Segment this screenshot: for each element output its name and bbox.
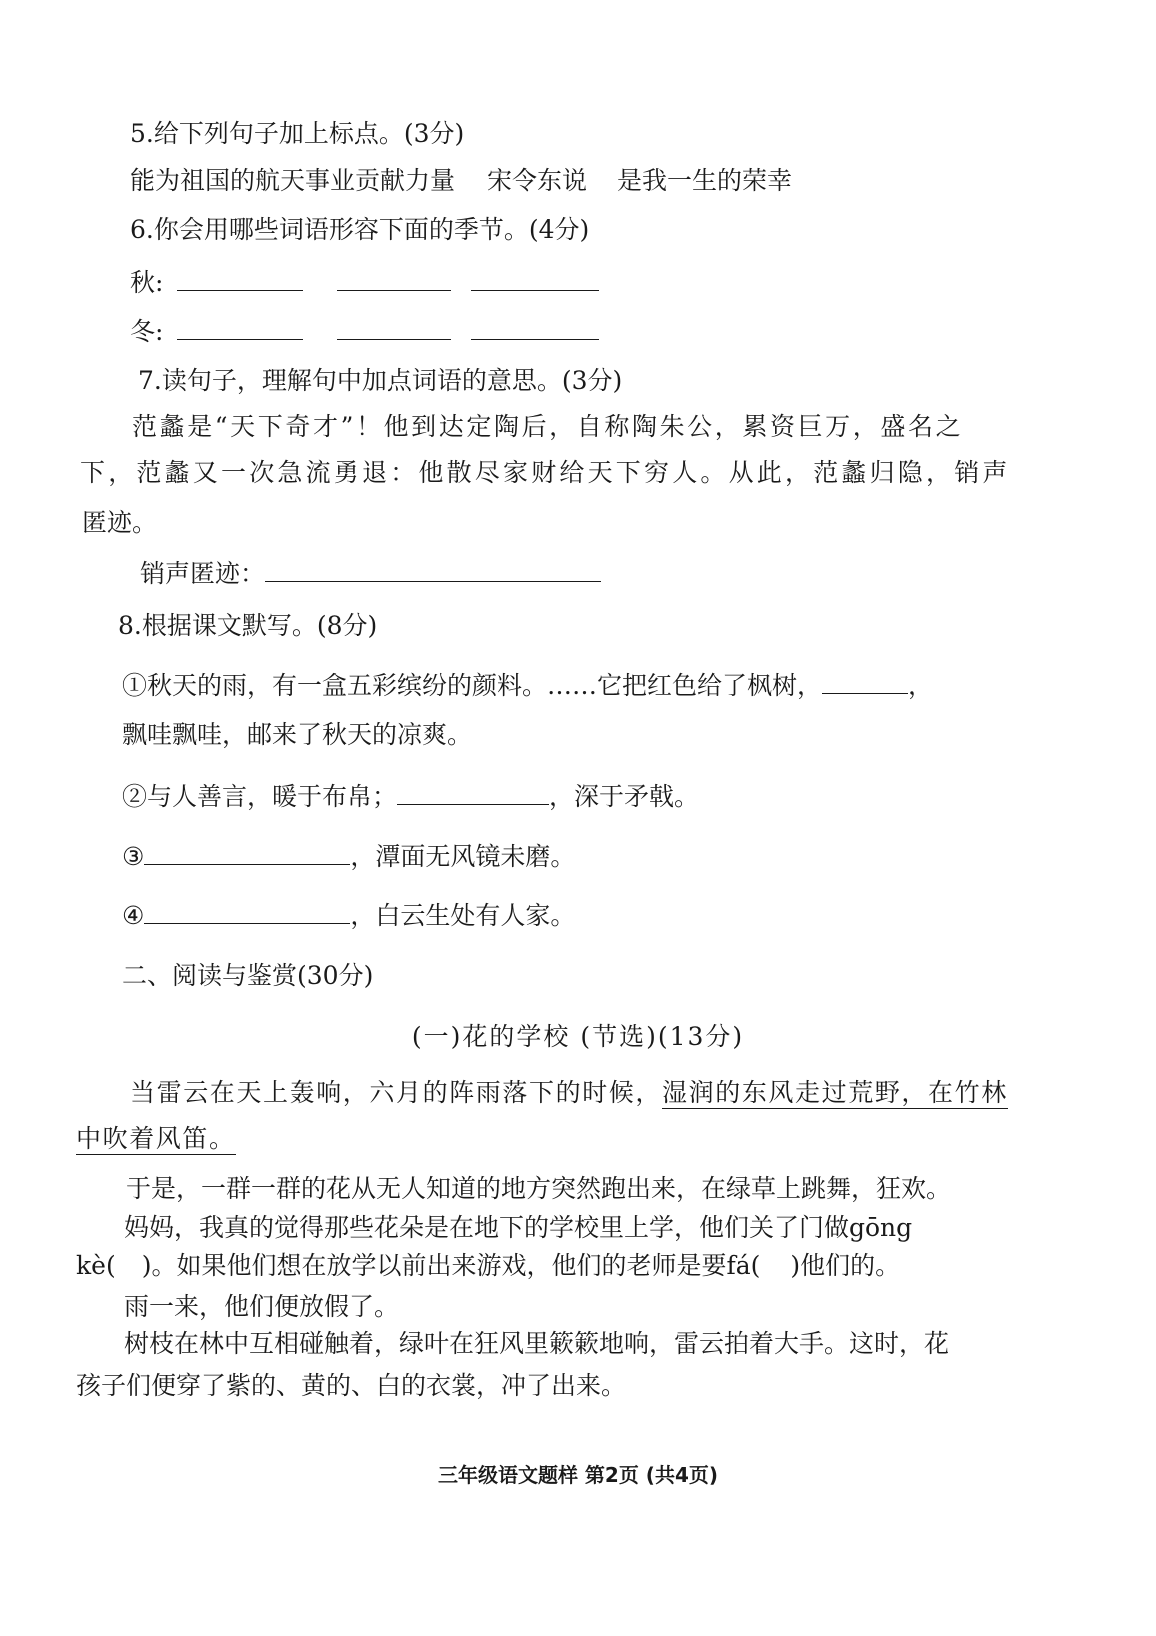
q8-item2-text-end: ，深于矛戟。 xyxy=(549,782,700,811)
passage-p2: 于是，一群一群的花从无人知道的地方突然跑出来，在绿草上跳舞，狂欢。 xyxy=(126,1174,952,1203)
q7-answer-blank[interactable] xyxy=(265,559,601,582)
q8-title: 8.根据课文默写。(8分) xyxy=(118,611,378,640)
q8-item2-text: ②与人善言，暖于布帛； xyxy=(122,782,398,811)
q8-item1-blank[interactable] xyxy=(822,671,908,694)
q8-item2 xyxy=(122,781,699,813)
passage-p3-line2-b: )。如果他们想在放学以前出来游戏，他们的老师是要fá( xyxy=(141,1251,761,1280)
q8-item3 xyxy=(122,841,575,873)
q6-winter-row xyxy=(130,316,599,348)
q8-item1-text: ①秋天的雨，有一盒五彩缤纷的颜料。……它把红色给了枫树， xyxy=(122,671,823,700)
q6-winter-blank-3[interactable] xyxy=(471,317,599,340)
section2-title: 二、阅读与鉴赏(30分) xyxy=(122,961,374,990)
q7-answer-row xyxy=(140,558,601,590)
q6-autumn-row xyxy=(130,267,599,299)
q8-item4-number: ④ xyxy=(122,901,145,930)
q7-paragraph-line2: 下，范蠡又一次急流勇退：他散尽家财给天下穷人。从此，范蠡归隐，销声 xyxy=(80,458,1011,487)
passage-p1-underlined: 湿润的东风走过荒野，在竹林 xyxy=(662,1078,1008,1107)
passage-p3-line1: 妈妈，我真的觉得那些花朵是在地下的学校里上学，他们关了门做gōng xyxy=(124,1213,913,1242)
passage-p5-line1: 树枝在林中互相碰触着，绿叶在狂风里簌簌地响，雷云拍着大手。这时，花 xyxy=(124,1329,950,1358)
q8-item3-text: ，潭面无风镜未磨。 xyxy=(350,842,576,871)
q5-sentence-part3: 是我一生的荣幸 xyxy=(617,166,793,195)
passage-p1-line1 xyxy=(130,1077,1008,1109)
passage-p4: 雨一来，他们便放假了。 xyxy=(124,1292,400,1321)
passage-title: (一)花的学校 (节选)(13分) xyxy=(411,1022,745,1051)
passage-p1-line2-underlined: 中吹着风笛。 xyxy=(76,1124,236,1153)
q8-item1-line2: 飘哇飘哇，邮来了秋天的凉爽。 xyxy=(122,720,473,749)
q8-item2-blank[interactable] xyxy=(397,782,549,805)
q5-sentence-part1: 能为祖国的航天事业贡献力量 xyxy=(130,166,456,195)
q8-item3-blank[interactable] xyxy=(144,842,350,865)
q7-title: 7.读句子，理解句中加点词语的意思。(3分) xyxy=(138,366,623,395)
q5-sentence-part2: 宋令东说 xyxy=(487,166,588,195)
passage-p1-line2 xyxy=(76,1123,236,1155)
q8-item4-blank[interactable] xyxy=(144,901,350,924)
q6-winter-blank-2[interactable] xyxy=(337,317,451,340)
q7-paragraph-line1: 范蠡是“天下奇才”！他到达定陶后，自称陶朱公，累资巨万，盛名之 xyxy=(132,412,964,441)
q8-item1-comma: ， xyxy=(908,671,934,700)
q5-title: 5.给下列句子加上标点。(3分) xyxy=(130,119,465,148)
q5-sentence xyxy=(130,165,792,197)
q6-autumn-blank-1[interactable] xyxy=(177,268,303,291)
passage-p3-line2-a: kè( xyxy=(76,1251,116,1280)
q8-item3-number: ③ xyxy=(122,842,145,871)
passage-p3-line2 xyxy=(76,1250,900,1282)
q7-paragraph-line3: 匿迹。 xyxy=(82,508,158,537)
q8-item4 xyxy=(122,900,575,932)
q6-autumn-blank-3[interactable] xyxy=(471,268,599,291)
q7-answer-label: 销声匿迹： xyxy=(140,559,266,588)
q8-item4-text: ，白云生处有人家。 xyxy=(350,901,576,930)
passage-p1-plain: 当雷云在天上轰响，六月的阵雨落下的时候， xyxy=(130,1078,663,1107)
passage-p5-line2: 孩子们便穿了紫的、黄的、白的衣裳，冲了出来。 xyxy=(76,1371,627,1400)
q8-item1 xyxy=(122,670,933,702)
passage-p3-line2-c: )他们的。 xyxy=(790,1251,901,1280)
page-footer: 三年级语文题样 第2页 (共4页) xyxy=(437,1463,719,1487)
q6-title: 6.你会用哪些词语形容下面的季节。(4分) xyxy=(130,215,590,244)
q6-winter-blank-1[interactable] xyxy=(177,317,303,340)
q6-autumn-label: 秋: xyxy=(130,268,164,297)
q6-autumn-blank-2[interactable] xyxy=(337,268,451,291)
q6-winter-label: 冬: xyxy=(130,317,164,346)
